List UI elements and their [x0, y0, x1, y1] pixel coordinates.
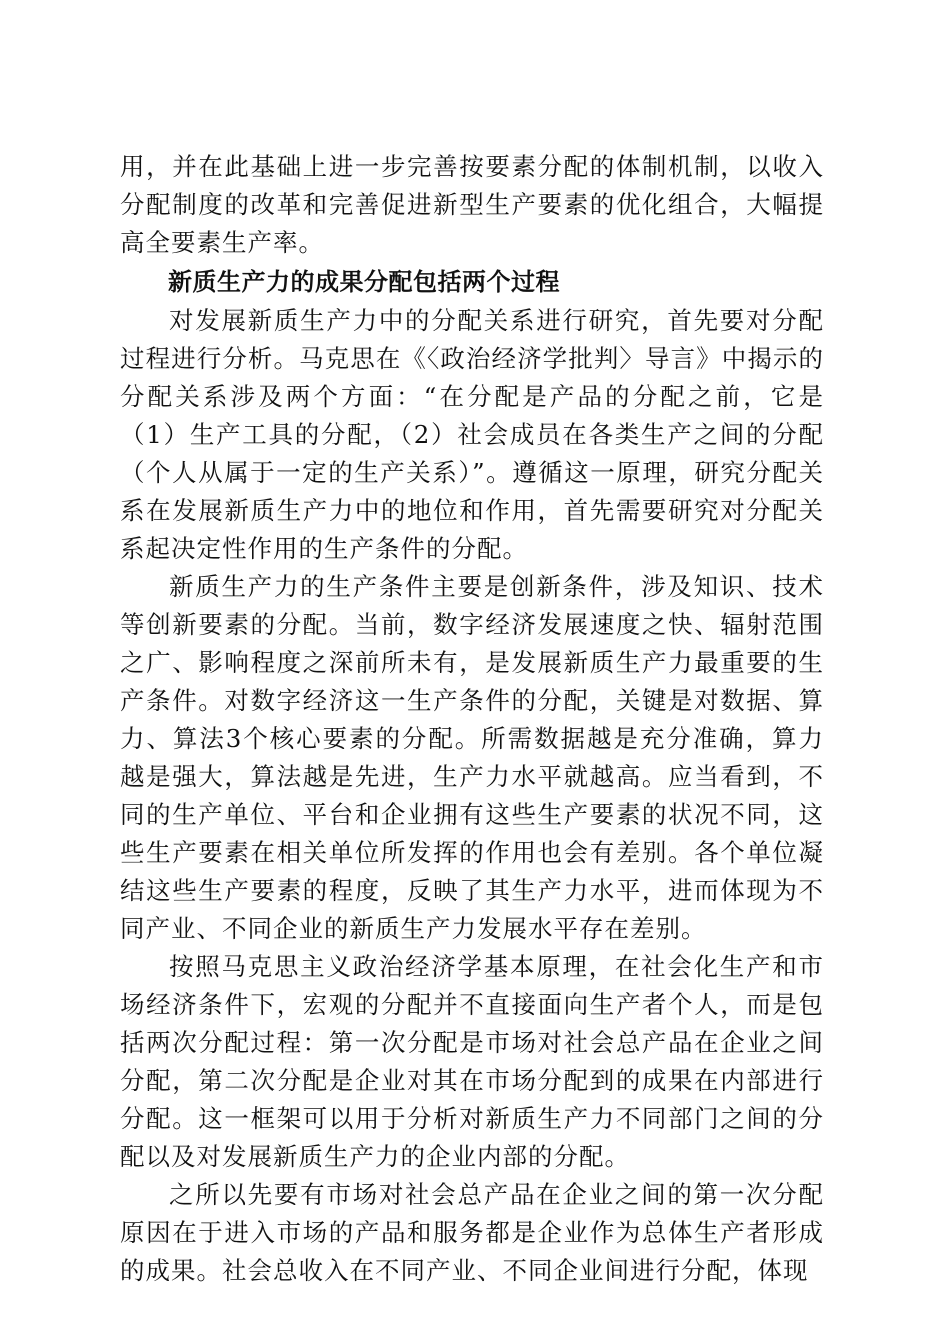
body-paragraph-2: 新质生产力的生产条件主要是创新条件，涉及知识、技术等创新要素的分配。当前，数字经济发展速度之快、辐射范围之广、影响程度之深前所未有，是发展新质生产力最重要的生产条件。对数字经济这一生产条件的分配，关键是对数据、算力、算法3个核心要素的分配。所需数据越是充分准确，算力越是强大，算法越是先进，生产力水平就越高。应当看到，不同的生产单位、平台和企业拥有这些生产要素的状况不同，这些生产要素在相关单位所发挥的作用也会有差别。各个单位凝结这些生产要素的程度，反映了其生产力水平，进而体现为不同产业、不同企业的新质生产力发展水平存在差别。 [120, 572, 824, 943]
body-paragraph-1: 对发展新质生产力中的分配关系进行研究，首先要对分配过程进行分析。马克思在《〈政治经济学批判〉导言》中揭示的分配关系涉及两个方面：“在分配是产品的分配之前，它是（1）生产工具的分配，（2）社会成员在各类生产之间的分配（个人从属于一定的生产关系）”。遵循这一原理，研究分配关系在发展新质生产力中的地位和作用，首先需要研究对分配关系起决定性作用的生产条件的分配。 [120, 306, 824, 563]
document-page [120, 148, 824, 1290]
body-paragraph-3: 按照马克思主义政治经济学基本原理，在社会化生产和市场经济条件下，宏观的分配并不直接面向生产者个人，而是包括两次分配过程：第一次分配是市场对社会总产品在企业之间分配，第二次分配是企业对其在市场分配到的成果在内部进行分配。这一框架可以用于分析对新质生产力不同部门之间的分配以及对发展新质生产力的企业内部的分配。 [120, 952, 824, 1171]
section-heading: 新质生产力的成果分配包括两个过程 [168, 268, 560, 296]
continuation-paragraph: 用，并在此基础上进一步完善按要素分配的体制机制，以收入分配制度的改革和完善促进新型生产要素的优化组合，大幅提高全要素生产率。 [120, 152, 824, 257]
body-paragraph-4: 之所以先要有市场对社会总产品在企业之间的第一次分配原因在于进入市场的产品和服务都是企业作为总体生产者形成的成果。社会总收入在不同产业、不同企业间进行分配，体现 [120, 1180, 824, 1285]
